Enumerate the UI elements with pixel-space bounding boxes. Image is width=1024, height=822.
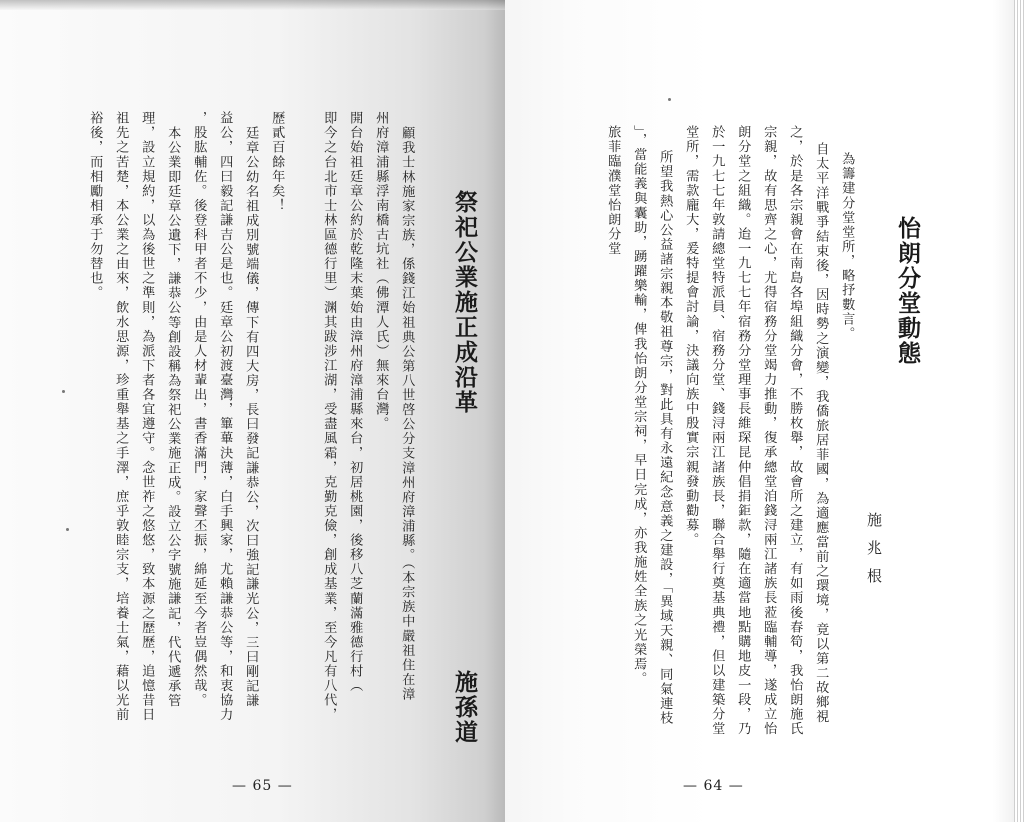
article-title: 祭祀公業施正成沿革 xyxy=(451,190,477,415)
text-column: 為籌建分堂堂所，略抒數言。 xyxy=(839,152,855,342)
book-page-edge xyxy=(1014,0,1024,822)
text-column: 自太平洋戰爭結束後，因時勢之演變，我僑旅居菲國，為適應當前之環境，竟以第二故鄉視 xyxy=(813,142,829,724)
speck xyxy=(62,390,65,393)
page-number: — 65 — xyxy=(232,778,293,794)
text-column: 益公，四曰毅記謙吉公是也。廷章公初渡臺灣，篳蓽決薄，白手興家，尤賴謙恭公等，和衷協力 xyxy=(217,111,233,723)
speck xyxy=(668,98,671,101)
text-column: 朗分堂之組織。迨一九七七年宿務分堂理事長維琛昆仲倡捐鉅款，隨在適當地點購地皮一段，乃 xyxy=(735,125,751,737)
author-name: 施孫道 xyxy=(451,670,477,745)
text-column: 開台始祖廷章公約於乾隆末葉始由漳州府漳浦縣來台，初居桃園，後移八芝蘭滿雅德行村（ xyxy=(347,111,363,693)
text-column: 本公業即廷章公遺下，謙恭公等創設稱為祭祀公業施正成。設立公字號施謙記，代代遞承管 xyxy=(165,126,181,708)
text-column: 所望我熱心公益諸宗親本敬祖尊宗，對此具有永遠紀念意義之建設，「異域天親、同氣連枝 xyxy=(657,150,673,726)
text-column: 之，於是各宗親會在南島各埠組織分會，不勝枚舉，故會所之建立，有如雨後春筍，我怡朗施氏 xyxy=(787,125,803,737)
text-column: 理，設立規約，以為後世之準則，為派下者各宜遵守。念世祚之悠悠，致本源之歷歷，追憶昔日 xyxy=(139,111,155,723)
article-title: 怡朗分堂動態 xyxy=(894,216,920,366)
text-column: 即今之台北市士林區德行里）渊其跋涉江湖，受盡風霜，克勤克儉，創成基業，至今凡有八代， xyxy=(321,111,337,723)
text-column: 顧我士林施家宗族，係錢江始祖典公第八世啓公分支漳州府漳浦縣。（本宗族中嚴祖住在漳 xyxy=(399,126,415,702)
text-column: 廷章公幼名祖成別號端儀，傳下有四大房，長曰發記謙恭公，次曰強記謙光公，三曰剛記謙 xyxy=(243,126,259,708)
text-column: 州府漳浦縣浮南橋古坑社（佛潭人氏）無來台灣。 xyxy=(373,111,389,432)
left-page xyxy=(0,0,505,822)
text-column: 堂所，需款龐大，爰特提會討論，決議向族中殷實宗親發動勸募。 xyxy=(683,125,699,547)
text-column: 歷貳百餘年矣！ xyxy=(269,111,285,213)
text-column: 祖先之苦楚，本公業之由來，飲水思源，珍重舉基之手澤，庶乎敦睦宗支，培養士氣，藉以光前 xyxy=(113,111,129,723)
right-page xyxy=(505,0,1024,822)
page-number: — 64 — xyxy=(683,778,744,794)
speck xyxy=(66,528,69,531)
page-top-shadow xyxy=(0,0,505,10)
author-name: 施兆根 xyxy=(865,512,883,596)
text-column: ，股肱輔佐。後登科甲者不少，由是人材輩出，書香滿門，家聲丕振，綿延至今者豈偶然哉。 xyxy=(191,111,207,708)
text-column: 」，當能義與囊助，踴躍樂輸，俾我怡朗分堂宗祠，早日完成，亦我施姓全族之光榮焉。 xyxy=(631,125,647,686)
text-column: 於一九七七年敦請總堂特派員、宿務分堂、錢浔兩江諸族長，聯合舉行奠基典禮，但以建築分堂 xyxy=(709,125,725,737)
text-column: 宗親，故有思齊之心，尤得宿務分堂竭力推動，復承總堂洎錢浔兩江諸族長蒞臨輔導，遂成立怡 xyxy=(761,125,777,737)
signature-line: 旅菲臨濮堂怡朗分堂 xyxy=(605,125,621,256)
text-column: 裕後，而相勵相承于勿替也。 xyxy=(87,111,103,301)
